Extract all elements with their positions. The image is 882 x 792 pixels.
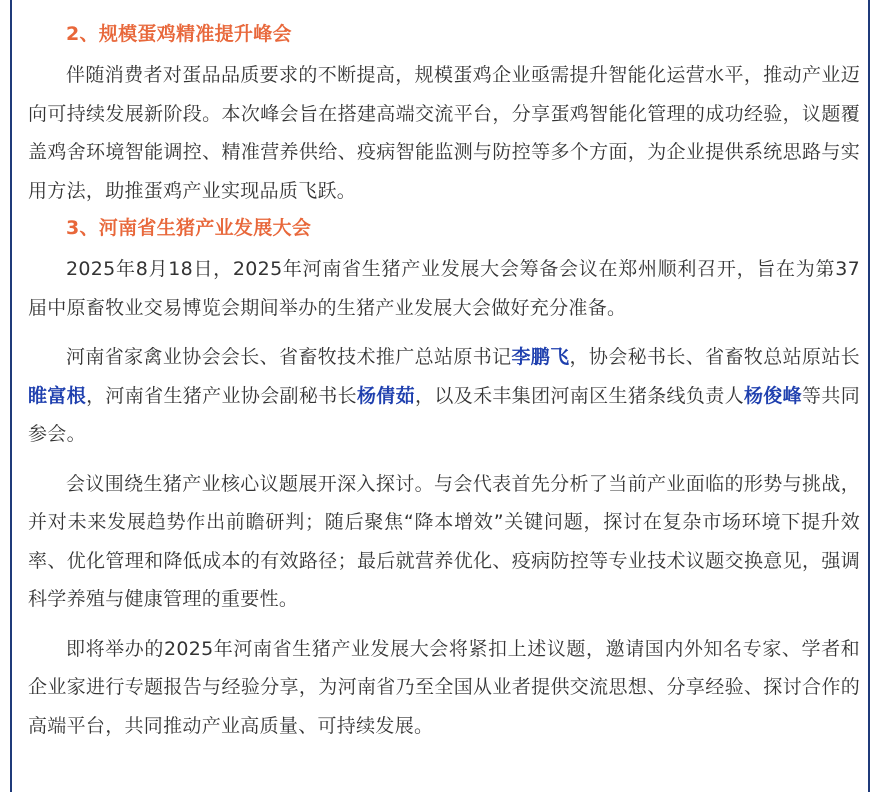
attendees-text: ，河南省生猪产业协会副秘书长 xyxy=(86,384,357,407)
attendee-name-yang-junfeng: 杨俊峰 xyxy=(743,384,803,407)
attendee-name-sui-fugen: 睢富根 xyxy=(28,384,87,407)
attendees-text: ，以及禾丰集团河南区生猪条线负责人 xyxy=(415,384,744,407)
attendees-text: 河南省家禽业协会会长、省畜牧技术推广总站原书记 xyxy=(66,346,512,368)
section-heading-pig-conference: 3、河南省生猪产业发展大会 xyxy=(66,217,312,239)
article-body xyxy=(28,18,860,756)
section-heading-egg-summit: 2、规模蛋鸡精准提升峰会 xyxy=(66,23,292,45)
paragraph-upcoming-conference: 即将举办的2025年河南省生猪产业发展大会将紧扣上述议题，邀请国内外知名专家、学者和企业家进行专题报告与经验分享，为河南省乃至全国从业者提供交流思想、分享经验、探讨合作的高端平台，共同推动产业高质量、可持续发展。 xyxy=(28,637,860,737)
paragraph-attendees xyxy=(28,338,860,454)
right-border-rule xyxy=(868,0,870,792)
attendee-name-li-pengfei: 李鹏飞 xyxy=(511,346,570,368)
paragraph-preparatory-meeting: 2025年8月18日，2025年河南省生猪产业发展大会筹备会议在郑州顺利召开，旨在为第37届中原畜牧业交易博览会期间举办的生猪产业发展大会做好充分准备。 xyxy=(28,258,860,319)
attendees-text: ，协会秘书长、省畜牧总站原站长 xyxy=(569,346,860,368)
left-border-rule xyxy=(10,0,12,792)
attendees-text: 等共同参会。 xyxy=(28,384,861,445)
paragraph-egg-summit: 伴随消费者对蛋品品质要求的不断提高，规模蛋鸡企业亟需提升智能化运营水平，推动产业迈向可持续发展新阶段。本次峰会旨在搭建高端交流平台，分享蛋鸡智能化管理的成功经验，议题覆盖鸡舍环境智能调控、精准营养供给、疫病智能监测与防控等多个方面，为企业提供系统思路与实用方法，助推蛋鸡产业实现品质飞跃。 xyxy=(28,64,860,202)
paragraph-discussion: 会议围绕生猪产业核心议题展开深入探讨。与会代表首先分析了当前产业面临的形势与挑战，并对未来发展趋势作出前瞻研判；随后聚焦“降本增效”关键问题，探讨在复杂市场环境下提升效率、优化管理和降低成本的有效路径；最后就营养优化、疫病防控等专业技术议题交换意见，强调科学养殖与健康管理的重要性。 xyxy=(28,472,860,610)
attendee-name-yang-qianru: 杨倩茹 xyxy=(356,384,416,407)
